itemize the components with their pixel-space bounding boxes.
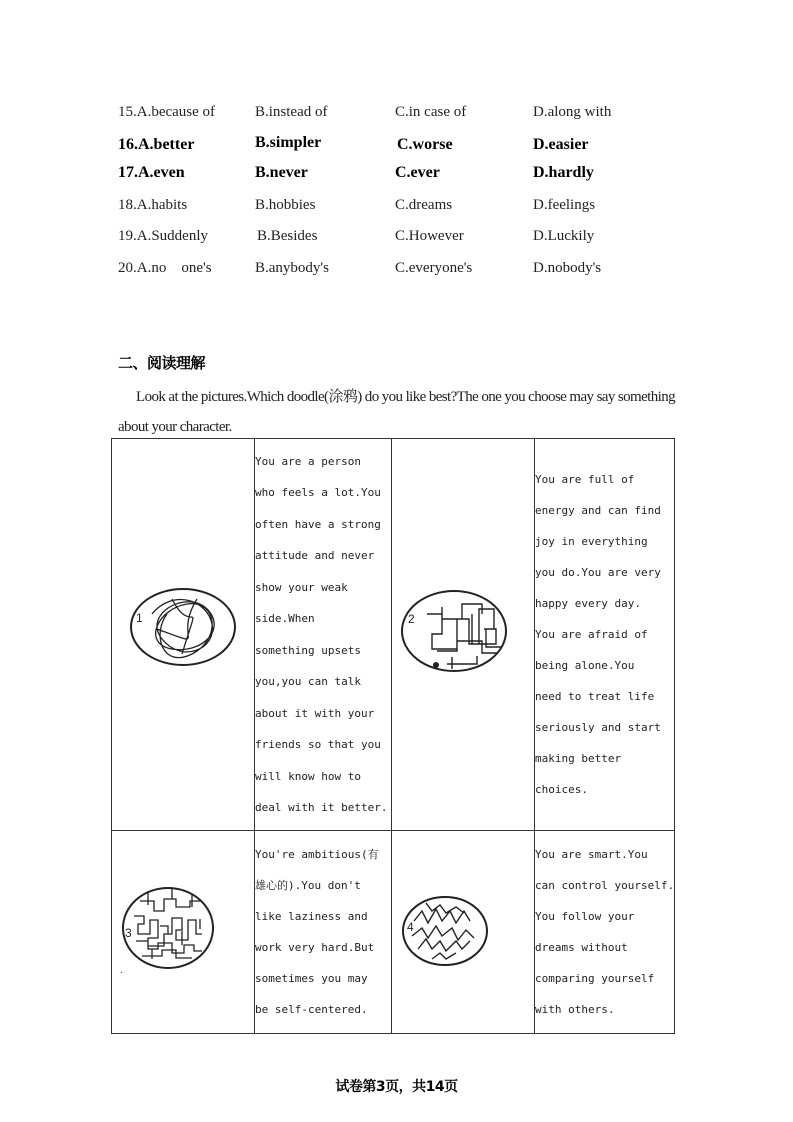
- option-b: B.never: [255, 164, 308, 181]
- zigzag-doodle-icon: [392, 831, 534, 1028]
- description-line: attitude and never: [255, 549, 375, 562]
- description-line: You are afraid of: [535, 628, 648, 641]
- doodle-number: 1: [136, 611, 143, 625]
- description-line: show your weak: [255, 580, 348, 594]
- option-c: C.dreams: [395, 197, 453, 213]
- description-line: who feels a lot.You: [255, 486, 381, 499]
- option-c: C.worse: [397, 136, 453, 153]
- description-line: You're ambitious(有: [255, 848, 379, 861]
- option-d: D.easier: [533, 136, 589, 153]
- option-b: B.anybody's: [255, 260, 329, 276]
- description-line: need to treat life: [535, 690, 655, 703]
- option-a: 17.A.even: [118, 164, 185, 181]
- doodle-description-2: [535, 439, 675, 831]
- section-title: 二、阅读理解: [118, 354, 206, 372]
- option-a: 18.A.habits: [118, 197, 188, 213]
- scribble-doodle-icon: [112, 439, 254, 825]
- option-c: C.However: [395, 228, 464, 244]
- doodle-table: [111, 438, 675, 1034]
- doodle-cell-2: [392, 439, 535, 831]
- section-intro: Look at the pictures.Which doodle(涂鸦) do you like best?The one you choose may say something about your character.: [118, 389, 676, 435]
- description-line: like laziness and: [255, 910, 368, 923]
- svg-text:.: .: [120, 965, 123, 976]
- doodle-cell-1: [112, 439, 255, 831]
- description-line: choices.: [535, 783, 588, 796]
- description-line: friends so that you: [255, 738, 381, 751]
- description-line: can control yourself.: [535, 879, 675, 892]
- option-b: B.simpler: [255, 134, 322, 151]
- option-c: C.in case of: [395, 104, 467, 120]
- doodle-number: 4: [407, 920, 414, 934]
- description-line: making better: [535, 752, 622, 765]
- doodle-description-3: [255, 831, 392, 1034]
- option-c: C.ever: [395, 164, 440, 181]
- description-line: you,you can talk: [255, 675, 361, 688]
- dense-maze-doodle-icon: [112, 831, 254, 1028]
- option-a: 19.A.Suddenly: [118, 228, 208, 244]
- svg-text:3: 3: [125, 926, 132, 940]
- maze-doodle-icon: [392, 439, 534, 825]
- description-line: You are smart.You: [535, 848, 648, 861]
- description-line: be self-centered.: [255, 1003, 368, 1016]
- doodle-cell-4: [392, 831, 535, 1034]
- description-line: You follow your: [535, 910, 635, 923]
- description-line: dreams without: [535, 941, 628, 954]
- option-c: C.everyone's: [395, 260, 473, 276]
- option-b: B.instead of: [255, 104, 328, 120]
- option-d: D.hardly: [533, 164, 594, 181]
- option-d: D.Luckily: [533, 228, 595, 244]
- page-footer: 试卷第3页，共14页: [335, 1079, 458, 1095]
- description-line: joy in everything: [535, 535, 648, 548]
- doodle-description-4: [535, 831, 675, 1034]
- description-line: 雄心的).You don't: [255, 879, 361, 892]
- description-line: You are full of: [535, 473, 635, 486]
- description-line: seriously and start: [535, 721, 661, 734]
- option-a: 15.A.because of: [118, 104, 216, 120]
- description-line: happy every day.: [535, 597, 641, 610]
- description-line: will know how to: [255, 769, 361, 783]
- doodle-cell-3: [112, 831, 255, 1034]
- description-line: something upsets: [255, 643, 361, 657]
- doodle-number: 2: [408, 612, 415, 626]
- description-line: about it with your: [255, 706, 375, 720]
- description-line: with others.: [535, 1003, 615, 1016]
- description-line: side.When: [255, 612, 315, 625]
- description-line: You are a person: [255, 454, 361, 468]
- option-d: D.nobody's: [533, 260, 602, 276]
- option-d: D.feelings: [533, 197, 596, 213]
- description-line: work very hard.But: [255, 941, 375, 954]
- description-line: comparing yourself: [535, 972, 655, 985]
- description-line: you do.You are very: [535, 566, 661, 579]
- doodle-description-1: [255, 439, 392, 831]
- option-b: B.hobbies: [255, 197, 316, 213]
- option-a: 20.A.no one's: [118, 260, 212, 276]
- description-line: often have a strong: [255, 517, 381, 531]
- description-line: energy and can find: [535, 504, 661, 517]
- option-a: 16.A.better: [118, 136, 195, 153]
- description-line: deal with it better.: [255, 801, 388, 814]
- option-d: D.along with: [533, 104, 612, 120]
- option-b: B.Besides: [257, 228, 318, 244]
- description-line: being alone.You: [535, 659, 635, 672]
- description-line: sometimes you may: [255, 972, 368, 985]
